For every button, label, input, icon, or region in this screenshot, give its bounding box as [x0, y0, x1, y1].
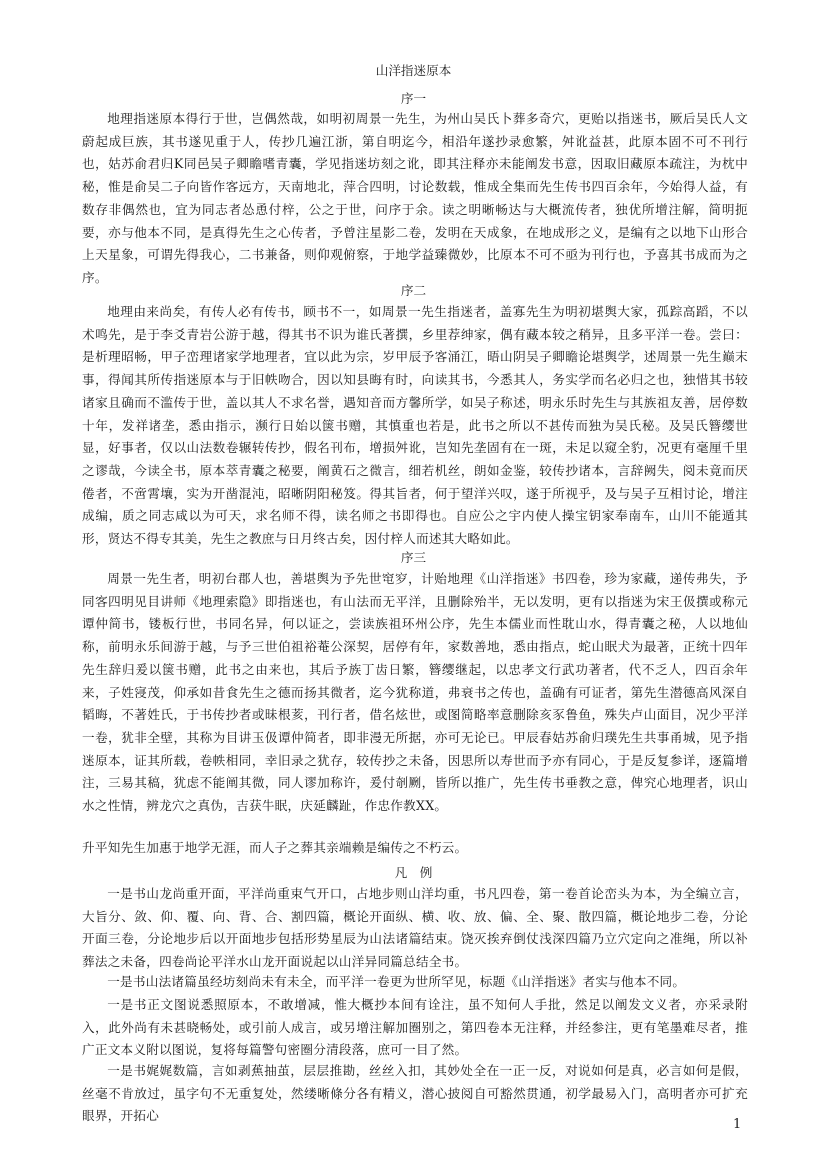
section-heading-preface-3: 序三	[400, 550, 427, 565]
preface-2-paragraph: 地理由来尚矣，有传人必有传书，顾书不一，如周景一先生指迷者，盖寡先生为明初堪舆大家，孤踪高蹈，不以术鸣先，是于李爻青岩公游于越，得其书不识为谁氏著撰，乡里荐绅家，偶有藏本较之稍异，且多平洋一卷。尝曰：是析理昭畅，甲子峦理诸家学地理者，宜以此为宗，岁甲辰予客涌江，晤山阴吴子卿瞻论堪舆学，述周景一先生巅末事，得闻其所传指迷原本与于旧帙吻合，因以知县晦有时，向读其书，今悉其人，务实学而名必归之也，独惜其书较诸家且确而不滥传于世，盖以其人不求名誉，遇知音而方馨所学，如吴子称述，明永乐时先生与其族祖友善，居停数十年，发祥诸垄，悉由指示，濒行日始以箧书赠，其慎重也若是，此书之所以不甚传而独为吴氏秘。及吴氏簪缨世显，好事者，仅以山法数卷辗转传抄，假名刊布，增损舛讹，岂知先垄固有在一斑，未足以窥全豹，况更有毫厘千里之谬哉，今读全书，原本萃青囊之秘要，阐黄石之微言，细若机丝，朗如金鉴，较传抄诸本，言辞阙失，阅未竟而厌倦者，不啻霄壤，实为开凿混沌，昭晰阴阳秘笈。得其旨者，何于望洋兴叹，遂于所视乎，及与吴子互相讨论，增注成编，质之同志咸以为可天，求名师不得，读名师之书即得也。自应公之宇内使人操宝钥家奉南车，山川不能遁其形，贤达不得专其美，先生之教庶与日月终古矣，因付梓人而述其大略如此。	[82, 304, 748, 547]
preface-3-paragraph: 周景一先生者，明初台郡人也，善堪舆为予先世窀穸，计贻地理《山洋指迷》书四卷，珍为家藏，递传弗失，予同客四明见目讲师《地理索隐》即指迷也，有山法而无平洋，且删除殆半，无以发明，更有以指迷为宋王伋撰或称元谭仲简书，镂板行世，书同名异，何以证之，尝读族祖环州公序，先生本儒业而性耽山水，得青囊之秘，人以地仙称，前明永乐间游于越，与予三世伯祖裕菴公深契，居停有年，家数善地，悉由指点，蛇山眠犬为最著，正统十四年先生辞归爰以箧书赠，此书之由来也，其后予族丁齿日繁，簪缨继起，以忠孝文行武功著者，代不乏人，四百余年来，子姓寖茂，仰承如昔食先生之德而扬其微者，迄今犹称道，弗衰书之传也，盖确有可证者，第先生潜德高风深自韬晦，不著姓氏，于书传抄者或昧根荄，刊行者，借名炫世，或图简略率意删除亥豕鲁鱼，殊失卢山面目，况少平洋一卷，犹非全壁，其称为目讲玉伋谭仲简者，即非漫无所据，亦可无论已。甲辰春姑苏俞归璞先生共事甬城，见予指迷原本，证其所载，卷帙相同，幸旧录之犹存，较传抄之未备，因思所以寿世而予亦有同心，于是反复参详，逐篇增注，三易其稿，犹虑不能阐其微，同人谬加称许，爰付剞劂，皆所以推广，先生传书垂教之意，俾究心地理者，识山水之性情，辨龙穴之真伪，吉获牛眠，庆延麟趾，作忠作教XX。	[82, 571, 748, 814]
section-heading-preface-2: 序二	[400, 283, 427, 298]
general-note-item: 一是书正文图说悉照原本，不敢增减，惟大概抄本间有诠注，虽不知何人手批，然足以阐发文义者，亦采录附入，此外尚有未甚晓畅处，或引前人成言，或另增注解加圈别之，第四卷本无注释，并经参注，更有笔墨难尽者，推广正文本义附以图说，复将每篇警句密圈分清段落，庶可一目了然。	[82, 997, 748, 1058]
page-number: 1	[733, 1117, 742, 1132]
general-note-item: 一是书山法诸篇虽经坊刻尚未有未全，而平洋一卷更为世所罕见，标题《山洋指迷》者实与他本不同。	[107, 974, 686, 989]
document-title: 山洋指迷原本	[375, 63, 452, 78]
section-heading-preface-1: 序一	[400, 91, 427, 106]
preface-3-closing-line: 升平知先生加惠于地学无涯，而人子之葬其亲端赖是编传之不朽云。	[82, 840, 468, 855]
section-heading-general-notes: 凡 例	[394, 865, 433, 880]
general-note-item: 一是书娓娓数篇，言如剥蕉抽茧，层层推勘，丝丝入扣，其妙处全在一正一反，对说如何是真，必言如何是假，丝毫不肯放过，虽字句不无重复处，然缕晰條分各有精义，潜心披阅自可豁然贯通，初学最易入门，高明者亦可扩充眼界，开拓心	[82, 1063, 748, 1124]
general-note-item: 一是书山龙尚重开面，平洋尚重束气开口，占地步则山洋均重，书凡四卷，第一卷首论峦头为本，为全编立言，大旨分、敛、仰、覆、向、背、合、割四篇，概论开面纵、横、收、放、偏、全、聚、散四篇，概论地步二卷，分论开面三卷，分论地步后以开面地步包括形势星辰为山法诸篇结束。饶灭挨弃倒仗浅深四篇乃立穴定向之准绳，所以补葬法之未备，四卷尚论平洋水山龙开面说起以山洋异同篇总结全书。	[82, 886, 748, 970]
preface-1-paragraph: 地理指迷原本得行于世，岂偶然哉，如明初周景一先生，为州山吴氏卜葬多奇穴，更贻以指迷书，厥后吴氏人文蔚起成巨族，其书遂见重于人，传抄几遍江浙，第自明迄今，相沿年遂抄录愈繁，舛讹益甚，此原本固不可不刊行也，姑苏俞君归K同邑吴子卿瞻嗜青囊，学见指迷坊刻之讹，即其注释亦未能阐发书意，因取旧藏原本疏注，为枕中秘，惟是俞吴二子向皆作客远方，天南地北，萍合四明，讨论数载，惟成全集而先生传书四百余年，今始得人益，有数存非偶然也，宜为同志者怂恿付梓，公之于世，问序于余。读之明晰畅达与大概流传者，独优所增注解，简明扼要，亦与他本不同，是真得先生之心传者，予曾注星影二卷，发明在天成象，在地成形之义，是编有之以地下山形合上天星象，可谓先得我心，二书兼备，则仰观俯察，于地学益臻微妙，比原本不可不亟为刊行也，予喜其书成而为之序。	[82, 111, 748, 285]
